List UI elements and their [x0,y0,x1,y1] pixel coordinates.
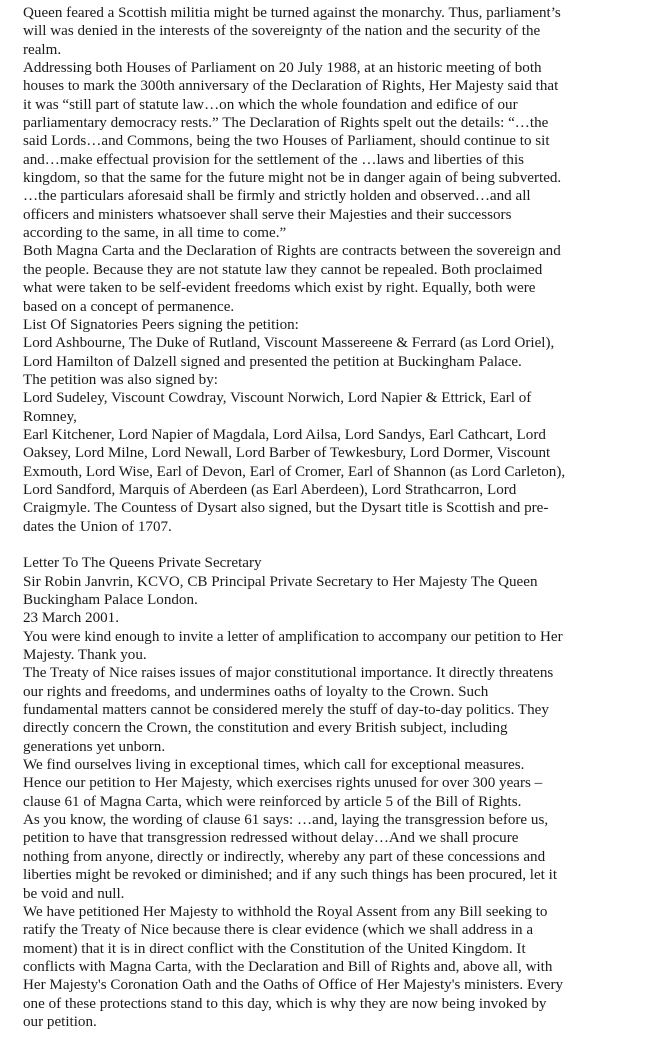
text-line: dates the Union of 1707. [23,518,172,535]
text-line: Craigmyle. The Countess of Dysart also signed, but the Dysart title is Scottish and pre- [23,500,549,517]
paragraph-gap [23,536,657,554]
text-line: based on a concept of permanence. [23,298,235,315]
text-line: be void and null. [23,885,125,902]
text-line: fundamental matters cannot be considered merely the stuff of day-to-day politics. They [23,702,549,719]
text-line: Romney, [23,408,77,425]
text-line: houses to mark the 300th anniversary of the Declaration of Rights, Her Majesty said that [23,78,559,95]
text-line: said Lords…and Commons, being the two Houses of Parliament, should continue to sit [23,133,550,150]
text-line: Her Majesty's Coronation Oath and the Oaths of Office of Her Majesty's ministers. Every [23,977,564,994]
text-line: officers and ministers whatsoever shall serve their Majesties and their successors [23,206,512,223]
text-line: will was denied in the interests of the sovereignty of the nation and the security of the [23,23,541,40]
text-line: Lord Ashbourne, The Duke of Rutland, Viscount Massereene & Ferrard (as Lord Oriel), [23,335,555,352]
text-line: ratify the Treaty of Nice because there is clear evidence (which we shall address in a [23,922,534,939]
text-line: it was “still part of statute law…on which the whole foundation and edifice of our [23,96,518,113]
text-line: clause 61 of Magna Carta, which were reinforced by article 5 of the Bill of Rights. [23,793,522,810]
text-line: liberties might be revoked or diminished; and if any such things has been procured, let it [23,867,558,884]
text-line: our petition. [23,1013,97,1030]
text-line: generations yet unborn. [23,738,166,755]
text-line: Lord Sandford, Marquis of Aberdeen (as Earl Aberdeen), Lord Strathcarron, Lord [23,481,517,498]
text-line: The petition was also signed by: [23,371,218,388]
text-line: parliamentary democracy rests.” The Declaration of Rights spelt out the details: “…the [23,115,549,132]
text-line: You were kind enough to invite a letter of amplification to accompany our petition to Her [23,628,563,645]
section-constitution-history [23,4,657,536]
letter-date: 23 March 2001. [23,610,119,627]
text-line: …the particulars aforesaid shall be firmly and strictly holden and observed…and all [23,188,531,205]
text-line: one of these protections stand to this day, which is why they are now being invoked by [23,995,547,1012]
text-line: according to the same, in all time to come.” [23,225,287,242]
signatories-heading: List Of Signatories Peers signing the petition: [23,316,299,333]
text-line: Lord Hamilton of Dalzell signed and presented the petition at Buckingham Palace. [23,353,522,370]
text-line: conflicts with Magna Carta, with the Declaration and Bill of Rights and, above all, with [23,958,553,975]
text-line: our rights and freedoms, and undermines oaths of loyalty to the Crown. Such [23,683,489,700]
text-line: kingdom, so that the same for the future might not be in danger again of being subverted. [23,170,562,187]
text-line: moment) that it is in direct conflict with the Constitution of the United Kingdom. It [23,940,526,957]
letter-heading: Letter To The Queens Private Secretary [23,555,262,572]
text-line: petition to have that transgression redressed without delay…And we shall procure [23,830,519,847]
text-line: what were taken to be self-evident freedoms which exist by right. Equally, both were [23,280,536,297]
text-line: the people. Because they are not statute law they cannot be repealed. Both proclaimed [23,261,543,278]
letter-address: Buckingham Palace London. [23,592,198,608]
text-line: Addressing both Houses of Parliament on 20 July 1988, at an historic meeting of both [23,60,542,77]
text-line: nothing from anyone, directly or indirectly, whereby any part of these concessions and [23,848,546,865]
text-line: Both Magna Carta and the Declaration of Rights are contracts between the sovereign and [23,243,561,260]
text-line: Queen feared a Scottish militia might be turned against the monarchy. Thus, parliament’s [23,5,561,21]
text-line: The Treaty of Nice raises issues of major constitutional importance. It directly threatens [23,665,554,682]
text-line: We have petitioned Her Majesty to withhold the Royal Assent from any Bill seeking to [23,903,548,920]
text-line: realm. [23,41,62,58]
text-line: directly concern the Crown, the constitution and every British subject, including [23,720,508,737]
text-line: Lord Sudeley, Viscount Cowdray, Viscount Norwich, Lord Napier & Ettrick, Earl of [23,390,532,407]
document-page [23,4,657,1031]
text-line: We find ourselves living in exceptional times, which call for exceptional measures. [23,757,525,774]
text-line: Majesty. Thank you. [23,647,147,664]
text-line: Earl Kitchener, Lord Napier of Magdala, Lord Ailsa, Lord Sandys, Earl Cathcart, Lord [23,426,546,443]
section-letter [23,554,657,1031]
text-line: Exmouth, Lord Wise, Earl of Devon, Earl of Cromer, Earl of Shannon (as Lord Carleton), [23,463,566,480]
text-line: Oaksey, Lord Milne, Lord Newall, Lord Barber of Tewkesbury, Lord Dormer, Viscount [23,445,551,462]
letter-recipient: Sir Robin Janvrin, KCVO, CB Principal Private Secretary to Her Majesty The Queen [23,573,538,590]
text-line: As you know, the wording of clause 61 says: …and, laying the transgression before us, [23,812,549,829]
text-line: and…make effectual provision for the settlement of the …laws and liberties of this [23,151,525,168]
text-line: Hence our petition to Her Majesty, which exercises rights unused for over 300 years – [23,775,543,792]
